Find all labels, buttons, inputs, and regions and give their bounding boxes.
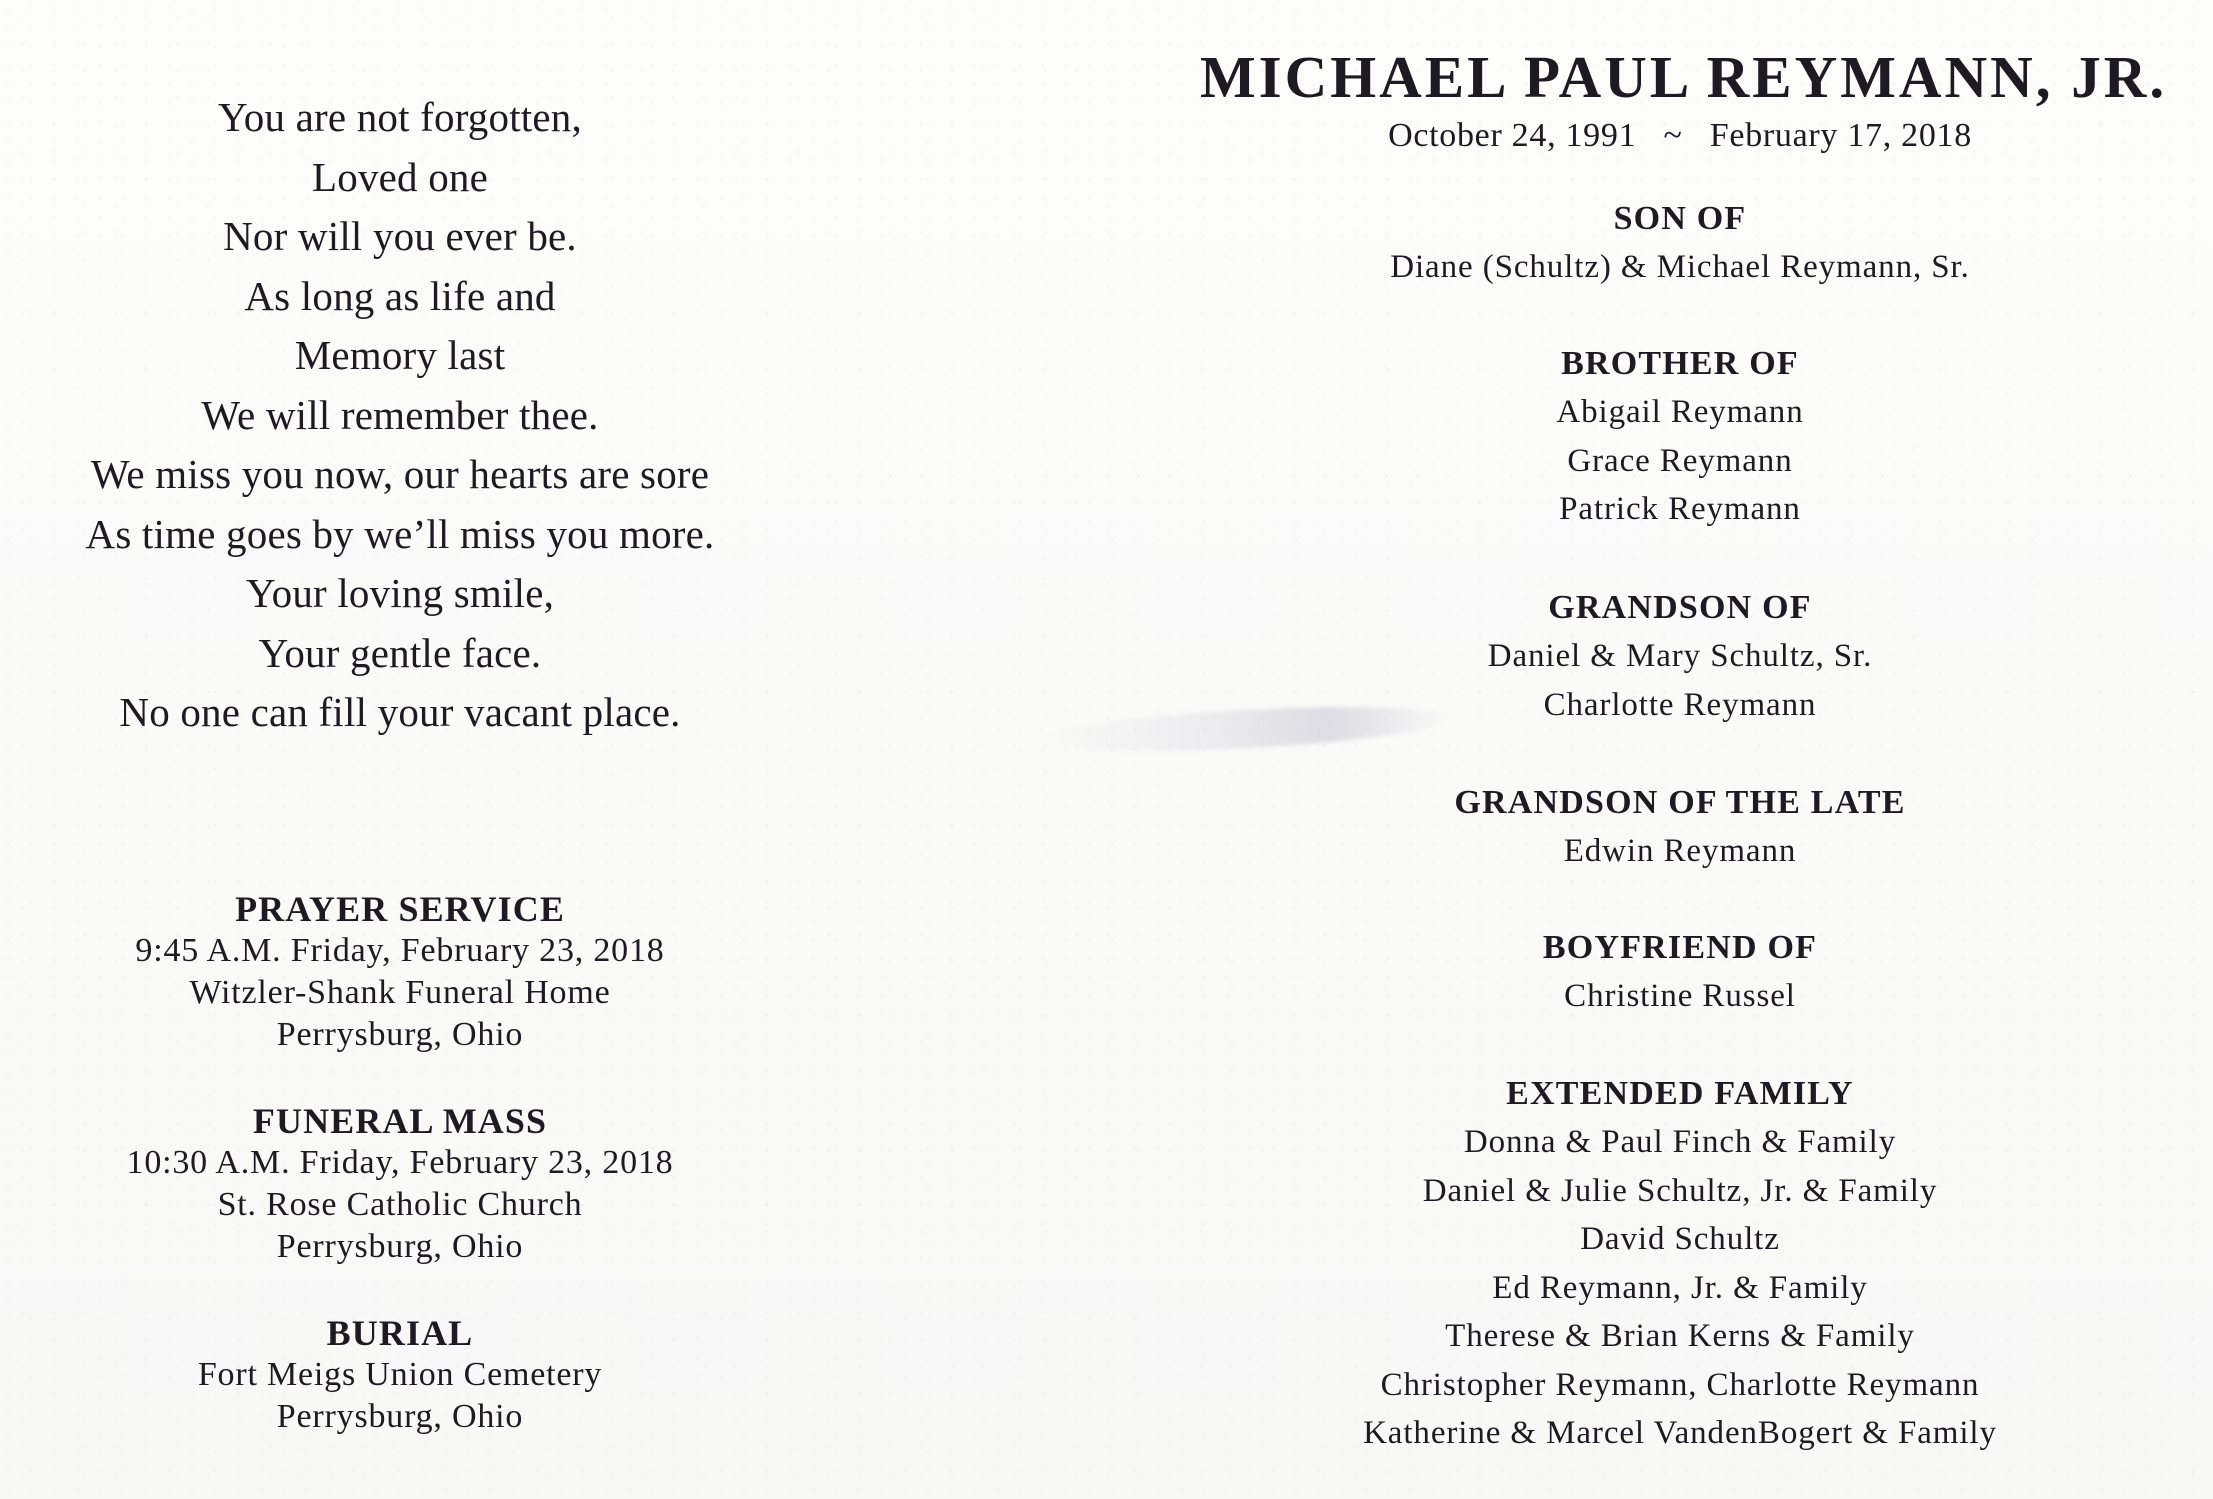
- poem-line: Your gentle face.: [258, 629, 542, 676]
- extended-family-title: EXTENDED FAMILY: [1506, 1075, 1854, 1112]
- memorial-poem: [0, 88, 800, 743]
- son-of-line: Diane (Schultz) & Michael Reymann, Sr.: [1390, 249, 1970, 285]
- extended-family-line: Daniel & Julie Schultz, Jr. & Family: [1422, 1172, 1938, 1209]
- funeral-mass-title: FUNERAL MASS: [252, 1101, 548, 1141]
- grandson-of-late-title: GRANDSON OF THE LATE: [1454, 784, 1906, 821]
- prayer-service-time: 9:45 A.M. Friday, February 23, 2018: [135, 932, 665, 969]
- boyfriend-of-section: [1180, 924, 2180, 1021]
- burial-title: BURIAL: [326, 1313, 474, 1353]
- brother-of-line: Abigail Reymann: [1556, 394, 1804, 430]
- extended-family-line: Katherine & Marcel VandenBogert & Family: [1363, 1415, 1997, 1451]
- prayer-service-section: [0, 888, 800, 1056]
- son-of-title: SON OF: [1613, 200, 1747, 237]
- birth-date: October 24, 1991: [1388, 117, 1637, 154]
- poem-line: We miss you now, our hearts are sore: [90, 451, 710, 497]
- burial-location: Perrysburg, Ohio: [276, 1398, 524, 1435]
- burial-place: Fort Meigs Union Cemetery: [197, 1356, 603, 1393]
- prayer-service-place: Witzler-Shank Funeral Home: [189, 974, 611, 1011]
- prayer-service-location: Perrysburg, Ohio: [276, 1016, 524, 1053]
- boyfriend-of-line: Christine Russel: [1564, 978, 1796, 1014]
- poem-line: We will remember thee.: [201, 391, 599, 438]
- extended-family-line: Therese & Brian Kerns & Family: [1445, 1318, 1915, 1354]
- brother-of-line: Grace Reymann: [1567, 442, 1793, 479]
- life-dates: [1180, 114, 2180, 158]
- brother-of-section: [1180, 340, 2180, 534]
- funeral-mass-section: [0, 1100, 800, 1268]
- grandson-of-late-line: Edwin Reymann: [1563, 833, 1797, 869]
- date-separator: ~: [1663, 117, 1683, 154]
- brother-of-title: BROTHER OF: [1561, 345, 1799, 382]
- grandson-of-section: [1180, 584, 2180, 729]
- son-of-section: [1180, 195, 2180, 292]
- poem-line: As long as life and: [244, 272, 556, 319]
- poem-line: Your loving smile,: [245, 570, 555, 616]
- extended-family-line: Ed Reymann, Jr. & Family: [1492, 1269, 1868, 1306]
- funeral-mass-location: Perrysburg, Ohio: [276, 1228, 524, 1265]
- death-date: February 17, 2018: [1709, 117, 1972, 154]
- deceased-name: MICHAEL PAUL REYMANN, JR.: [1200, 44, 2168, 110]
- poem-line: No one can fill your vacant place.: [119, 689, 681, 735]
- poem-line: You are not forgotten,: [218, 94, 582, 140]
- poem-line: Loved one: [312, 153, 488, 200]
- prayer-service-title: PRAYER SERVICE: [235, 889, 565, 929]
- grandson-of-line: Charlotte Reymann: [1543, 686, 1817, 723]
- grandson-of-title: GRANDSON OF: [1548, 589, 1812, 626]
- grandson-of-line: Daniel & Mary Schultz, Sr.: [1487, 638, 1873, 674]
- boyfriend-of-title: BOYFRIEND OF: [1542, 929, 1818, 966]
- funeral-mass-time: 10:30 A.M. Friday, February 23, 2018: [126, 1144, 674, 1181]
- extended-family-line: David Schultz: [1580, 1221, 1780, 1257]
- grandson-of-late-section: [1180, 779, 2180, 876]
- funeral-mass-place: St. Rose Catholic Church: [217, 1186, 583, 1223]
- extended-family-line: Christopher Reymann, Charlotte Reymann: [1380, 1366, 1980, 1403]
- extended-family-line: Donna & Paul Finch & Family: [1463, 1124, 1897, 1160]
- burial-section: [0, 1312, 800, 1438]
- poem-line: As time goes by we’ll miss you more.: [85, 510, 715, 557]
- extended-family-section: [1180, 1070, 2180, 1458]
- poem-line: Memory last: [294, 332, 506, 378]
- brother-of-line: Patrick Reymann: [1559, 491, 1801, 527]
- poem-line: Nor will you ever be.: [223, 213, 577, 259]
